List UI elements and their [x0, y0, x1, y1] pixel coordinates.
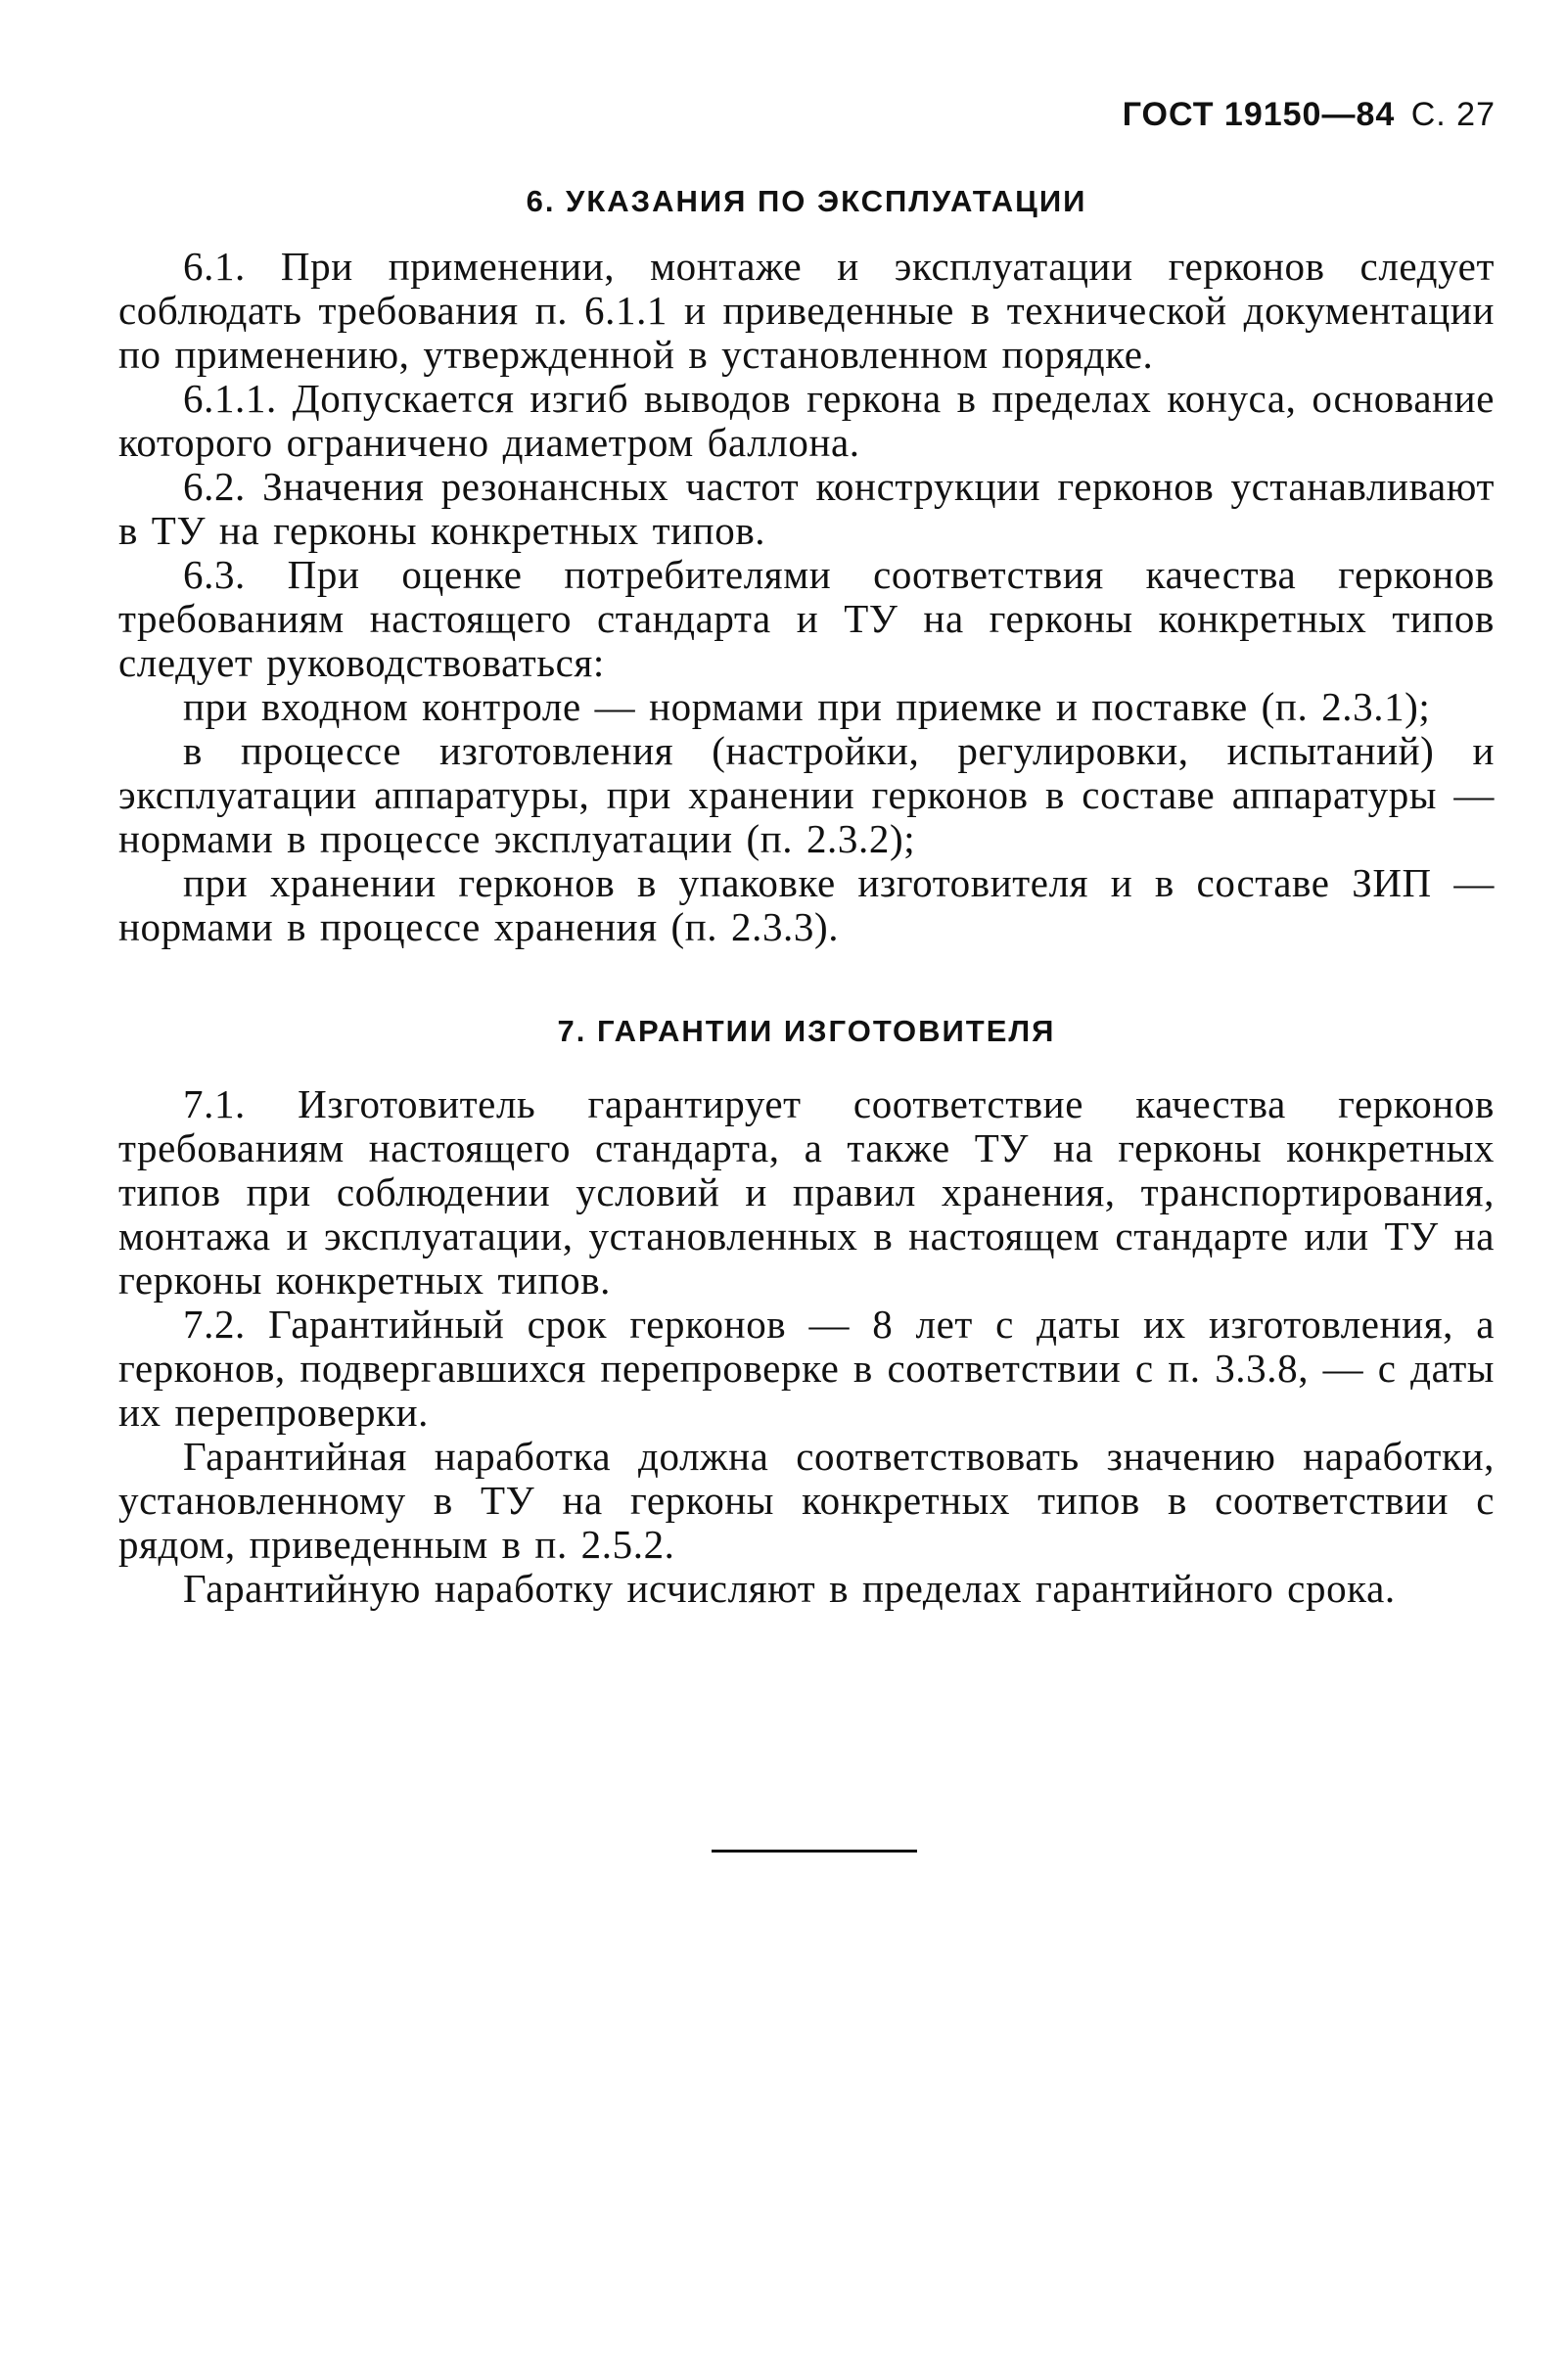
paragraph-6-3-a: при входном контроле — нормами при приемке и поставке (п. 2.3.1);: [183, 684, 1431, 729]
document-body: [118, 184, 1495, 1611]
section-title-operation: 6. УКАЗАНИЯ ПО ЭКСПЛУАТАЦИИ: [526, 184, 1087, 218]
page-number: С. 27: [1410, 96, 1496, 133]
end-rule: [712, 1850, 917, 1853]
paragraph-7-1: 7.1. Изготовитель гарантирует соответствие качества герконов требованиям настоящего стандарта, а также ТУ на герконы конкретных типов при соблюдении условий и правил хранения, транспортирования, монтажа и эксплуатации, установленных в настоящем стандарте или ТУ на герконы конкретных типов.: [118, 1081, 1495, 1303]
standard-number: ГОСТ 19150—84: [1122, 96, 1396, 133]
paragraph-6-3: 6.3. При оценке потребителями соответствия качества герконов требованиям настоящего стандарта и ТУ на герконы конкретных типов следует руководствоваться:: [118, 552, 1495, 685]
paragraph-6-2: 6.2. Значения резонансных частот конструкции герконов устанавливают в ТУ на герконы конкретных типов.: [118, 464, 1495, 553]
paragraph-6-3-b: в процессе изготовления (настройки, регулировки, испытаний) и эксплуатации аппаратуры, при хранении герконов в составе аппаратуры — нормами в процессе эксплуатации (п. 2.3.2);: [118, 728, 1495, 861]
paragraph-6-3-c: при хранении герконов в упаковке изготовителя и в составе ЗИП — нормами в процессе хранения (п. 2.3.3).: [118, 860, 1495, 949]
paragraph-7-2-b: Гарантийную наработку исчисляют в пределах гарантийного срока.: [183, 1566, 1396, 1611]
paragraph-6-1-1: 6.1.1. Допускается изгиб выводов геркона в пределах конуса, основание которого ограничено диаметром баллона.: [118, 376, 1495, 465]
running-header: [1123, 96, 1496, 134]
paragraph-7-2-a: Гарантийная наработка должна соответствовать значению наработки, установленному в ТУ на герконы конкретных типов в соответствии с рядом, приведенным в п. 2.5.2.: [118, 1434, 1495, 1567]
section-title-warranty: 7. ГАРАНТИИ ИЗГОТОВИТЕЛЯ: [557, 1014, 1056, 1048]
paragraph-7-2: 7.2. Гарантийный срок герконов — 8 лет с даты их изготовления, а герконов, подвергавшихся перепроверке в соответствии с п. 3.3.8, — с даты их перепроверки.: [118, 1302, 1495, 1435]
paragraph-6-1: 6.1. При применении, монтаже и эксплуатации герконов следует соблюдать требования п. 6.1.1 и приведенные в технической документации по применению, утвержденной в установленном порядке.: [118, 244, 1495, 377]
